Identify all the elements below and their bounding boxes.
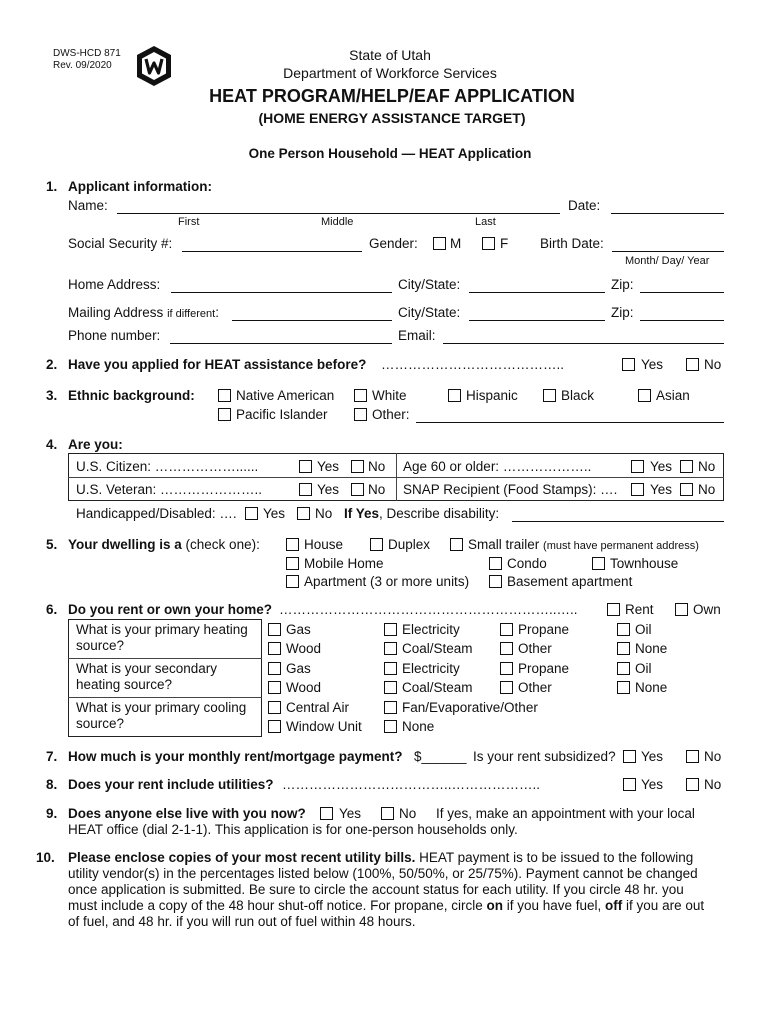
- secondary-heating-question: What is your secondary: [76, 661, 218, 676]
- us-citizen-label: U.S. Citizen: ………………......: [76, 459, 259, 474]
- small-trailer-text: Small trailer: [468, 537, 540, 552]
- heating-grid-divider: [68, 697, 262, 698]
- city-state-label: City/State:: [398, 277, 461, 292]
- q10-on: on: [486, 898, 503, 913]
- q8-number: 8.: [46, 777, 58, 792]
- central-air-checkbox[interactable]: [268, 701, 281, 714]
- q10-text-4b: if you have fuel,: [502, 898, 606, 913]
- department-name: Department of Workforce Services: [283, 65, 497, 81]
- secondary-other-label: Other: [518, 680, 552, 695]
- q2-yes-checkbox[interactable]: [622, 358, 635, 371]
- age-60-no-label: No: [698, 459, 716, 474]
- snap-no-label: No: [698, 482, 716, 497]
- own-checkbox[interactable]: [675, 603, 688, 616]
- others-no-label: No: [399, 806, 417, 821]
- cooling-none-label: None: [402, 719, 435, 734]
- q10-bold-text: Please enclose copies of your most recent utility bills.: [68, 850, 416, 865]
- q3-number: 3.: [46, 388, 58, 403]
- home-address-label: Home Address:: [68, 277, 161, 292]
- mailing-address-label: [68, 305, 219, 320]
- native-american-checkbox[interactable]: [218, 389, 231, 402]
- q2-no-label: No: [704, 357, 722, 372]
- snap-label: SNAP Recipient (Food Stamps): ….: [403, 482, 618, 497]
- window-unit-label: Window Unit: [286, 719, 362, 734]
- form-revision: Rev. 09/2020: [53, 60, 112, 71]
- primary-propane-label: Propane: [518, 622, 570, 637]
- snap-no-checkbox[interactable]: [680, 483, 693, 496]
- city-state-field[interactable]: [469, 292, 605, 293]
- q2-yes-label: Yes: [641, 357, 664, 372]
- black-checkbox[interactable]: [543, 389, 556, 402]
- last-name-hint: Last: [475, 216, 496, 228]
- q10-text-4a: must include a copy of the 48 hour shut-off notice. For propane, circle: [68, 898, 487, 913]
- secondary-propane-label: Propane: [518, 661, 570, 676]
- us-veteran-yes-checkbox[interactable]: [299, 483, 312, 496]
- q7-number: 7.: [46, 749, 58, 764]
- basement-apartment-label: Basement apartment: [507, 574, 633, 589]
- white-label: White: [372, 388, 407, 403]
- q5-text: Your dwelling is a: [68, 537, 182, 552]
- primary-wood-checkbox[interactable]: [268, 642, 281, 655]
- form-title: HEAT PROGRAM/HELP/EAF APPLICATION: [209, 86, 575, 106]
- zip-label: Zip:: [611, 277, 634, 292]
- q2-text: Have you applied for HEAT assistance before?: [68, 357, 367, 372]
- secondary-heating-question-line2: heating source?: [76, 677, 173, 692]
- rent-label: Rent: [625, 602, 654, 617]
- q9-number: 9.: [46, 806, 58, 821]
- email-label: Email:: [398, 328, 436, 343]
- state-name: State of Utah: [349, 47, 431, 63]
- secondary-wood-checkbox[interactable]: [268, 681, 281, 694]
- q6-dots: ……………………………………………………..…..: [279, 602, 578, 617]
- zip-field[interactable]: [640, 292, 724, 293]
- phone-field[interactable]: [170, 343, 392, 344]
- q10-line4: [68, 898, 704, 913]
- secondary-electricity-label: Electricity: [402, 661, 460, 676]
- disability-description-field[interactable]: [512, 521, 724, 522]
- mailing-if-different: if different: [167, 308, 216, 320]
- date-label: Date:: [568, 198, 601, 213]
- townhouse-checkbox[interactable]: [592, 557, 605, 570]
- age-60-label: Age 60 or older: ………………..: [403, 459, 592, 474]
- primary-oil-label: Oil: [635, 622, 652, 637]
- birth-date-hint: Month/ Day/ Year: [625, 255, 710, 267]
- duplex-label: Duplex: [388, 537, 431, 552]
- primary-coal-steam-label: Coal/Steam: [402, 641, 473, 656]
- gender-m-label: M: [450, 236, 462, 251]
- q2-number: 2.: [46, 357, 58, 372]
- date-field[interactable]: [611, 213, 724, 214]
- us-citizen-yes-checkbox[interactable]: [299, 460, 312, 473]
- q1-number: 1.: [46, 179, 58, 194]
- form-id: DWS-HCD 871: [53, 48, 121, 59]
- cooling-none-checkbox[interactable]: [384, 720, 397, 733]
- gender-m-checkbox[interactable]: [433, 237, 446, 250]
- primary-other-checkbox[interactable]: [500, 642, 513, 655]
- first-name-hint: First: [178, 216, 200, 228]
- gender-f-label: F: [500, 236, 509, 251]
- name-label: Name:: [68, 198, 108, 213]
- others-yes-label: Yes: [339, 806, 362, 821]
- rent-amount-field[interactable]: $______: [414, 749, 467, 764]
- house-label: House: [304, 537, 344, 552]
- primary-electricity-checkbox[interactable]: [384, 623, 397, 636]
- other-ethnicity-checkbox[interactable]: [354, 408, 367, 421]
- duplex-checkbox[interactable]: [370, 538, 383, 551]
- subsidized-no-checkbox[interactable]: [686, 750, 699, 763]
- subsidized-no-label: No: [704, 749, 722, 764]
- utilities-yes-label: Yes: [641, 777, 664, 792]
- q5-question: [68, 537, 260, 552]
- q10-line1: [68, 850, 693, 865]
- secondary-wood-label: Wood: [286, 680, 322, 695]
- mailing-city-state-label: City/State:: [398, 305, 461, 320]
- basement-apartment-checkbox[interactable]: [489, 575, 502, 588]
- q7-text: How much is your monthly rent/mortgage payment?: [68, 749, 403, 764]
- primary-gas-label: Gas: [286, 622, 311, 637]
- q2-dots: …………………………………..: [381, 357, 565, 372]
- others-yes-checkbox[interactable]: [320, 807, 333, 820]
- describe-text: , Describe disability:: [379, 506, 500, 521]
- q10-text-1: HEAT payment is to be issued to the following: [415, 850, 694, 865]
- middle-name-hint: Middle: [321, 216, 354, 228]
- birth-date-label: Birth Date:: [540, 236, 604, 251]
- ssn-label: Social Security #:: [68, 236, 173, 251]
- us-veteran-yes-label: Yes: [317, 482, 340, 497]
- q4-number: 4.: [46, 437, 58, 452]
- q9-text: Does anyone else live with you now?: [68, 806, 306, 821]
- age-60-yes-checkbox[interactable]: [631, 460, 644, 473]
- secondary-propane-checkbox[interactable]: [500, 662, 513, 675]
- primary-none-checkbox[interactable]: [617, 642, 630, 655]
- secondary-coal-steam-label: Coal/Steam: [402, 680, 473, 695]
- white-checkbox[interactable]: [354, 389, 367, 402]
- mailing-address-text: Mailing Address: [68, 305, 164, 320]
- q10-number: 10.: [36, 850, 55, 865]
- primary-none-label: None: [635, 641, 668, 656]
- secondary-gas-checkbox[interactable]: [268, 662, 281, 675]
- handicapped-yes-label: Yes: [263, 506, 286, 521]
- us-veteran-no-label: No: [368, 482, 386, 497]
- secondary-none-label: None: [635, 680, 668, 695]
- primary-other-label: Other: [518, 641, 552, 656]
- subsidized-yes-label: Yes: [641, 749, 664, 764]
- others-no-checkbox[interactable]: [381, 807, 394, 820]
- q3-text: Ethnic background:: [68, 388, 195, 403]
- handicapped-no-checkbox[interactable]: [297, 507, 310, 520]
- if-yes-text: If Yes: [344, 506, 380, 521]
- mailing-colon: :: [215, 305, 219, 320]
- mailing-city-state-field[interactable]: [469, 320, 605, 321]
- pacific-islander-checkbox[interactable]: [218, 408, 231, 421]
- fan-evaporative-checkbox[interactable]: [384, 701, 397, 714]
- birth-date-field[interactable]: [612, 251, 724, 252]
- primary-coal-steam-checkbox[interactable]: [384, 642, 397, 655]
- q8-text: Does your rent include utilities?: [68, 777, 274, 792]
- fan-evaporative-label: Fan/Evaporative/Other: [402, 700, 538, 715]
- own-label: Own: [693, 602, 721, 617]
- gender-f-checkbox[interactable]: [482, 237, 495, 250]
- rent-checkbox[interactable]: [607, 603, 620, 616]
- other-ethnicity-label: Other:: [372, 407, 410, 422]
- hispanic-label: Hispanic: [466, 388, 518, 403]
- secondary-coal-steam-checkbox[interactable]: [384, 681, 397, 694]
- ssn-field[interactable]: [182, 251, 362, 252]
- us-citizen-no-checkbox[interactable]: [351, 460, 364, 473]
- us-citizen-no-label: No: [368, 459, 386, 474]
- us-veteran-no-checkbox[interactable]: [351, 483, 364, 496]
- q5-hint: (check one):: [185, 537, 260, 552]
- primary-heating-question-line2: source?: [76, 638, 125, 653]
- house-checkbox[interactable]: [286, 538, 299, 551]
- primary-propane-checkbox[interactable]: [500, 623, 513, 636]
- handicapped-label: Handicapped/Disabled: ….: [76, 506, 237, 521]
- primary-heating-question: What is your primary heating: [76, 622, 248, 637]
- utilities-no-label: No: [704, 777, 722, 792]
- q1-title: Applicant information:: [68, 179, 212, 194]
- gender-label: Gender:: [369, 236, 418, 251]
- utilities-yes-checkbox[interactable]: [623, 778, 636, 791]
- phone-label: Phone number:: [68, 328, 161, 343]
- mailing-address-field[interactable]: [232, 320, 392, 321]
- asian-checkbox[interactable]: [638, 389, 651, 402]
- black-label: Black: [561, 388, 595, 403]
- other-ethnicity-field[interactable]: [416, 422, 724, 423]
- home-address-field[interactable]: [171, 292, 392, 293]
- rent-subsidized-label: Is your rent subsidized?: [473, 749, 616, 764]
- secondary-none-checkbox[interactable]: [617, 681, 630, 694]
- q5-number: 5.: [46, 537, 58, 552]
- subsidized-yes-checkbox[interactable]: [623, 750, 636, 763]
- q9-note-line2: HEAT office (dial 2-1-1). This application is for one-person households only.: [68, 822, 518, 837]
- native-american-label: Native American: [236, 388, 335, 403]
- utilities-no-checkbox[interactable]: [686, 778, 699, 791]
- mobile-home-label: Mobile Home: [304, 556, 384, 571]
- name-field[interactable]: [117, 213, 560, 214]
- small-trailer-label: [468, 537, 699, 552]
- primary-cooling-question-line2: source?: [76, 716, 125, 731]
- q9-note: If yes, make an appointment with your local: [436, 806, 695, 821]
- small-trailer-note: (must have permanent address): [543, 540, 699, 552]
- us-citizen-yes-label: Yes: [317, 459, 340, 474]
- heating-grid-divider: [68, 658, 262, 659]
- q4-grid-column-divider: [396, 453, 397, 501]
- form-subtitle: (HOME ENERGY ASSISTANCE TARGET): [258, 110, 526, 126]
- central-air-label: Central Air: [286, 700, 350, 715]
- age-60-yes-label: Yes: [650, 459, 673, 474]
- mobile-home-checkbox[interactable]: [286, 557, 299, 570]
- email-field[interactable]: [443, 343, 724, 344]
- q6-number: 6.: [46, 602, 58, 617]
- apartment-label: Apartment (3 or more units): [304, 574, 470, 589]
- secondary-electricity-checkbox[interactable]: [384, 662, 397, 675]
- secondary-other-checkbox[interactable]: [500, 681, 513, 694]
- snap-yes-label: Yes: [650, 482, 673, 497]
- snap-yes-checkbox[interactable]: [631, 483, 644, 496]
- q10-off: off: [605, 898, 623, 913]
- primary-cooling-question: What is your primary cooling: [76, 700, 247, 715]
- q2-no-checkbox[interactable]: [686, 358, 699, 371]
- primary-wood-label: Wood: [286, 641, 322, 656]
- mailing-zip-label: Zip:: [611, 305, 634, 320]
- secondary-oil-label: Oil: [635, 661, 652, 676]
- age-60-no-checkbox[interactable]: [680, 460, 693, 473]
- primary-gas-checkbox[interactable]: [268, 623, 281, 636]
- apartment-checkbox[interactable]: [286, 575, 299, 588]
- townhouse-label: Townhouse: [610, 556, 679, 571]
- q10-text-4c: if you are out: [622, 898, 705, 913]
- condo-checkbox[interactable]: [489, 557, 502, 570]
- q10-line5: of fuel, and 48 hr. if you will run out of fuel within 48 hours.: [68, 914, 416, 929]
- q6-text: Do you rent or own your home?: [68, 602, 273, 617]
- condo-label: Condo: [507, 556, 547, 571]
- window-unit-checkbox[interactable]: [268, 720, 281, 733]
- q10-line3: once application is submitted. Be sure to circle the account status for each utility. If you circle 48 hr. you: [68, 882, 684, 897]
- pacific-islander-label: Pacific Islander: [236, 407, 328, 422]
- hispanic-checkbox[interactable]: [448, 389, 461, 402]
- mailing-zip-field[interactable]: [640, 320, 724, 321]
- handicapped-no-label: No: [315, 506, 333, 521]
- primary-electricity-label: Electricity: [402, 622, 460, 637]
- secondary-oil-checkbox[interactable]: [617, 662, 630, 675]
- asian-label: Asian: [656, 388, 690, 403]
- us-veteran-label: U.S. Veteran: …………………..: [76, 482, 263, 497]
- secondary-gas-label: Gas: [286, 661, 311, 676]
- small-trailer-checkbox[interactable]: [450, 538, 463, 551]
- handicapped-yes-checkbox[interactable]: [245, 507, 258, 520]
- primary-oil-checkbox[interactable]: [617, 623, 630, 636]
- q4-text: Are you:: [68, 437, 123, 452]
- household-type: One Person Household — HEAT Application: [248, 146, 532, 161]
- q8-dots: ………………………………..………………..: [282, 777, 541, 792]
- describe-disability-label: [344, 506, 499, 521]
- q10-line2: utility vendor(s) in the percentages listed below (100%, 50/50%, or 25/75%). Payment cannot be changed: [68, 866, 698, 881]
